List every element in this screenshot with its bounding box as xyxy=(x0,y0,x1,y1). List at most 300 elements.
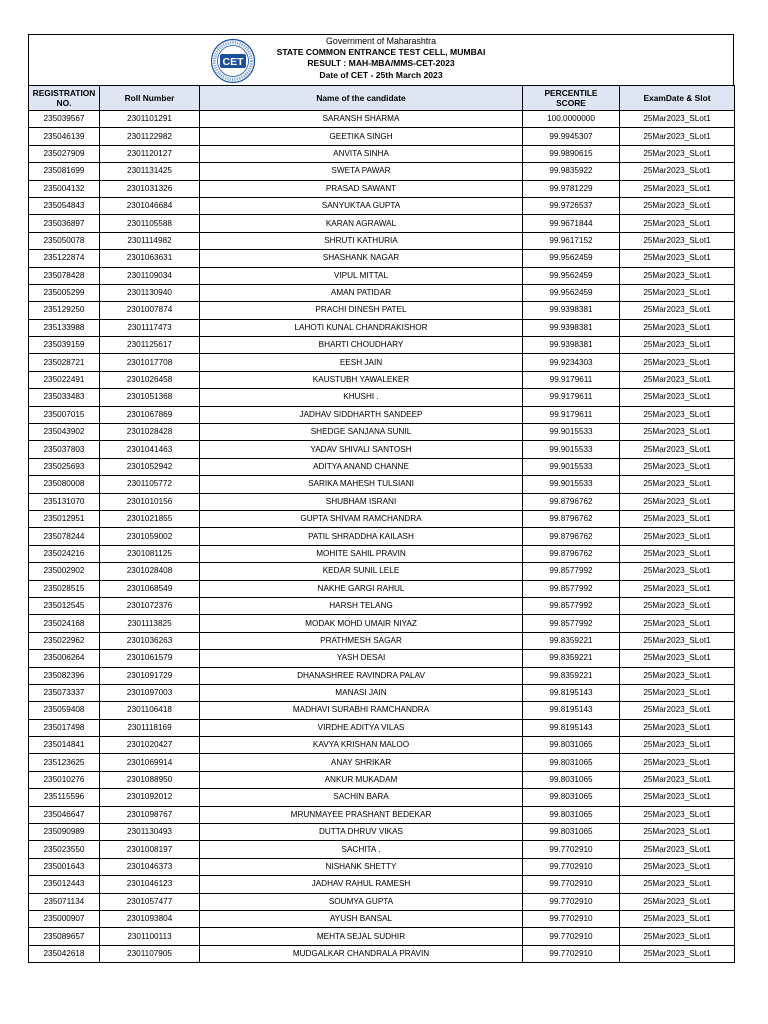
exam-slot-cell: 25Mar2023_SLot1 xyxy=(620,632,735,649)
roll-number-cell: 2301052942 xyxy=(100,458,200,475)
registration-no-cell: 235080008 xyxy=(29,476,100,493)
roll-number-cell: 2301131425 xyxy=(100,163,200,180)
candidate-name-cell: SARIKA MAHESH TULSIANI xyxy=(200,476,523,493)
table-row xyxy=(29,789,735,806)
roll-number-cell: 2301114982 xyxy=(100,232,200,249)
roll-number-cell: 2301046373 xyxy=(100,858,200,875)
percentile-score-cell: 99.8577992 xyxy=(523,597,620,614)
table-row xyxy=(29,632,735,649)
percentile-score-cell: 99.7702910 xyxy=(523,893,620,910)
percentile-score-cell: 99.9234303 xyxy=(523,354,620,371)
registration-no-cell: 235028721 xyxy=(29,354,100,371)
exam-slot-cell: 25Mar2023_SLot1 xyxy=(620,528,735,545)
exam-slot-cell: 25Mar2023_SLot1 xyxy=(620,302,735,319)
table-row xyxy=(29,858,735,875)
roll-number-cell: 2301130493 xyxy=(100,824,200,841)
exam-slot-cell: 25Mar2023_SLot1 xyxy=(620,684,735,701)
registration-no-cell: 235004132 xyxy=(29,180,100,197)
exam-slot-cell: 25Mar2023_SLot1 xyxy=(620,667,735,684)
table-row xyxy=(29,910,735,927)
table-row xyxy=(29,145,735,162)
exam-slot-cell: 25Mar2023_SLot1 xyxy=(620,215,735,232)
table-row xyxy=(29,667,735,684)
registration-no-cell: 235024216 xyxy=(29,545,100,562)
candidate-name-cell: SHASHANK NAGAR xyxy=(200,250,523,267)
table-row xyxy=(29,441,735,458)
table-row xyxy=(29,215,735,232)
roll-number-cell: 2301059002 xyxy=(100,528,200,545)
exam-slot-cell: 25Mar2023_SLot1 xyxy=(620,180,735,197)
percentile-score-cell: 99.9617152 xyxy=(523,232,620,249)
roll-number-cell: 2301008197 xyxy=(100,841,200,858)
roll-number-cell: 2301036263 xyxy=(100,632,200,649)
table-row xyxy=(29,250,735,267)
roll-number-cell: 2301063631 xyxy=(100,250,200,267)
column-header-registration: REGISTRATION NO. xyxy=(29,86,100,111)
roll-number-cell: 2301098767 xyxy=(100,806,200,823)
percentile-score-cell: 99.7702910 xyxy=(523,858,620,875)
candidate-name-cell: MRUNMAYEE PRASHANT BEDEKAR xyxy=(200,806,523,823)
roll-number-cell: 2301081125 xyxy=(100,545,200,562)
table-row xyxy=(29,424,735,441)
table-row xyxy=(29,771,735,788)
registration-no-cell: 235129250 xyxy=(29,302,100,319)
exam-slot-cell: 25Mar2023_SLot1 xyxy=(620,441,735,458)
candidate-name-cell: KAVYA KRISHAN MALOO xyxy=(200,737,523,754)
registration-no-cell: 235050078 xyxy=(29,232,100,249)
exam-slot-cell: 25Mar2023_SLot1 xyxy=(620,250,735,267)
table-row xyxy=(29,354,735,371)
roll-number-cell: 2301105772 xyxy=(100,476,200,493)
candidate-name-cell: PATIL SHRADDHA KAILASH xyxy=(200,528,523,545)
table-row xyxy=(29,284,735,301)
result-sheet xyxy=(28,34,734,963)
candidate-name-cell: PRASAD SAWANT xyxy=(200,180,523,197)
candidate-name-cell: PRATHMESH SAGAR xyxy=(200,632,523,649)
percentile-score-cell: 99.9398381 xyxy=(523,319,620,336)
candidate-name-cell: YASH DESAI xyxy=(200,650,523,667)
exam-slot-cell: 25Mar2023_SLot1 xyxy=(620,876,735,893)
table-row xyxy=(29,702,735,719)
table-row xyxy=(29,545,735,562)
roll-number-cell: 2301017708 xyxy=(100,354,200,371)
table-row xyxy=(29,319,735,336)
registration-no-cell: 235006264 xyxy=(29,650,100,667)
candidate-name-cell: SWETA PAWAR xyxy=(200,163,523,180)
candidate-name-cell: MOHITE SAHIL PRAVIN xyxy=(200,545,523,562)
roll-number-cell: 2301100113 xyxy=(100,928,200,945)
roll-number-cell: 2301088950 xyxy=(100,771,200,788)
roll-number-cell: 2301041463 xyxy=(100,441,200,458)
exam-slot-cell: 25Mar2023_SLot1 xyxy=(620,267,735,284)
table-row xyxy=(29,510,735,527)
table-row xyxy=(29,111,735,128)
registration-no-cell: 235022962 xyxy=(29,632,100,649)
exam-slot-cell: 25Mar2023_SLot1 xyxy=(620,841,735,858)
exam-slot-cell: 25Mar2023_SLot1 xyxy=(620,354,735,371)
table-row xyxy=(29,876,735,893)
svg-text:CET: CET xyxy=(222,56,244,69)
exam-slot-cell: 25Mar2023_SLot1 xyxy=(620,424,735,441)
percentile-score-cell: 99.7702910 xyxy=(523,841,620,858)
column-header-name: Name of the candidate xyxy=(200,86,523,111)
registration-no-cell: 235001643 xyxy=(29,858,100,875)
candidate-name-cell: SACHIN BARA xyxy=(200,789,523,806)
roll-number-cell: 2301031326 xyxy=(100,180,200,197)
percentile-score-cell: 99.7702910 xyxy=(523,928,620,945)
candidate-name-cell: ANVITA SINHA xyxy=(200,145,523,162)
table-row xyxy=(29,615,735,632)
percentile-score-cell: 99.8359221 xyxy=(523,632,620,649)
candidate-name-cell: AYUSH BANSAL xyxy=(200,910,523,927)
percentile-score-cell: 99.9726537 xyxy=(523,197,620,214)
roll-number-cell: 2301026458 xyxy=(100,371,200,388)
percentile-score-cell: 99.7702910 xyxy=(523,876,620,893)
percentile-score-cell: 99.8031065 xyxy=(523,771,620,788)
exam-slot-cell: 25Mar2023_SLot1 xyxy=(620,197,735,214)
exam-slot-cell: 25Mar2023_SLot1 xyxy=(620,319,735,336)
registration-no-cell: 235115596 xyxy=(29,789,100,806)
exam-slot-cell: 25Mar2023_SLot1 xyxy=(620,458,735,475)
registration-no-cell: 235123625 xyxy=(29,754,100,771)
registration-no-cell: 235000907 xyxy=(29,910,100,927)
percentile-score-cell: 99.9562459 xyxy=(523,250,620,267)
percentile-score-cell: 99.9945307 xyxy=(523,128,620,145)
exam-slot-cell: 25Mar2023_SLot1 xyxy=(620,928,735,945)
candidate-name-cell: PRACHI DINESH PATEL xyxy=(200,302,523,319)
candidate-name-cell: MODAK MOHD UMAIR NIYAZ xyxy=(200,615,523,632)
column-header-exam-slot: ExamDate & Slot xyxy=(620,86,735,111)
table-row xyxy=(29,371,735,388)
table-row xyxy=(29,650,735,667)
exam-slot-cell: 25Mar2023_SLot1 xyxy=(620,145,735,162)
table-row xyxy=(29,267,735,284)
exam-slot-cell: 25Mar2023_SLot1 xyxy=(620,406,735,423)
percentile-score-cell: 99.8577992 xyxy=(523,563,620,580)
exam-slot-cell: 25Mar2023_SLot1 xyxy=(620,858,735,875)
exam-slot-cell: 25Mar2023_SLot1 xyxy=(620,597,735,614)
percentile-score-cell: 99.8577992 xyxy=(523,615,620,632)
percentile-score-cell: 99.8359221 xyxy=(523,650,620,667)
registration-no-cell: 235039567 xyxy=(29,111,100,128)
header-text xyxy=(29,36,733,81)
registration-no-cell: 235043902 xyxy=(29,424,100,441)
percentile-score-cell: 99.9179611 xyxy=(523,371,620,388)
registration-no-cell: 235012545 xyxy=(29,597,100,614)
table-row xyxy=(29,806,735,823)
exam-slot-cell: 25Mar2023_SLot1 xyxy=(620,337,735,354)
exam-slot-cell: 25Mar2023_SLot1 xyxy=(620,128,735,145)
roll-number-cell: 2301105588 xyxy=(100,215,200,232)
roll-number-cell: 2301051368 xyxy=(100,389,200,406)
registration-no-cell: 235017498 xyxy=(29,719,100,736)
exam-slot-cell: 25Mar2023_SLot1 xyxy=(620,493,735,510)
percentile-score-cell: 99.8195143 xyxy=(523,684,620,701)
roll-number-cell: 2301007874 xyxy=(100,302,200,319)
document-header xyxy=(28,34,734,85)
header-line-date: Date of CET - 25th March 2023 xyxy=(319,69,443,80)
registration-no-cell: 235002902 xyxy=(29,563,100,580)
registration-no-cell: 235059408 xyxy=(29,702,100,719)
candidate-name-cell: KARAN AGRAWAL xyxy=(200,215,523,232)
candidate-name-cell: NAKHE GARGI RAHUL xyxy=(200,580,523,597)
roll-number-cell: 2301068549 xyxy=(100,580,200,597)
header-line-government: Government of Maharashtra xyxy=(325,36,436,46)
registration-no-cell: 235042618 xyxy=(29,945,100,962)
exam-slot-cell: 25Mar2023_SLot1 xyxy=(620,389,735,406)
roll-number-cell: 2301020427 xyxy=(100,737,200,754)
roll-number-cell: 2301069914 xyxy=(100,754,200,771)
exam-slot-cell: 25Mar2023_SLot1 xyxy=(620,580,735,597)
table-row xyxy=(29,406,735,423)
table-row xyxy=(29,302,735,319)
percentile-score-cell: 99.8031065 xyxy=(523,737,620,754)
column-header-percentile: PERCENTILE SCORE xyxy=(523,86,620,111)
exam-slot-cell: 25Mar2023_SLot1 xyxy=(620,650,735,667)
percentile-score-cell: 99.8796762 xyxy=(523,545,620,562)
exam-slot-cell: 25Mar2023_SLot1 xyxy=(620,284,735,301)
registration-no-cell: 235081699 xyxy=(29,163,100,180)
roll-number-cell: 2301010156 xyxy=(100,493,200,510)
table-row xyxy=(29,163,735,180)
exam-slot-cell: 25Mar2023_SLot1 xyxy=(620,806,735,823)
registration-no-cell: 235090989 xyxy=(29,824,100,841)
percentile-score-cell: 99.9179611 xyxy=(523,389,620,406)
candidate-name-cell: SHUBHAM ISRANI xyxy=(200,493,523,510)
candidate-name-cell: SHEDGE SANJANA SUNIL xyxy=(200,424,523,441)
percentile-score-cell: 99.8031065 xyxy=(523,754,620,771)
percentile-score-cell: 99.7702910 xyxy=(523,945,620,962)
roll-number-cell: 2301091729 xyxy=(100,667,200,684)
table-row xyxy=(29,197,735,214)
registration-no-cell: 235131070 xyxy=(29,493,100,510)
roll-number-cell: 2301046684 xyxy=(100,197,200,214)
roll-number-cell: 2301061579 xyxy=(100,650,200,667)
exam-slot-cell: 25Mar2023_SLot1 xyxy=(620,789,735,806)
percentile-score-cell: 99.8195143 xyxy=(523,702,620,719)
roll-number-cell: 2301122982 xyxy=(100,128,200,145)
registration-no-cell: 235012443 xyxy=(29,876,100,893)
roll-number-cell: 2301072376 xyxy=(100,597,200,614)
registration-no-cell: 235039159 xyxy=(29,337,100,354)
candidate-name-cell: JADHAV RAHUL RAMESH xyxy=(200,876,523,893)
candidate-name-cell: SHRUTI KATHURIA xyxy=(200,232,523,249)
roll-number-cell: 2301057477 xyxy=(100,893,200,910)
registration-no-cell: 235089657 xyxy=(29,928,100,945)
percentile-score-cell: 99.9890615 xyxy=(523,145,620,162)
exam-slot-cell: 25Mar2023_SLot1 xyxy=(620,476,735,493)
registration-no-cell: 235122874 xyxy=(29,250,100,267)
table-row xyxy=(29,580,735,597)
registration-no-cell: 235078428 xyxy=(29,267,100,284)
exam-slot-cell: 25Mar2023_SLot1 xyxy=(620,163,735,180)
table-row xyxy=(29,563,735,580)
exam-slot-cell: 25Mar2023_SLot1 xyxy=(620,945,735,962)
candidate-name-cell: LAHOTI KUNAL CHANDRAKISHOR xyxy=(200,319,523,336)
table-row xyxy=(29,180,735,197)
table-row xyxy=(29,754,735,771)
registration-no-cell: 235036897 xyxy=(29,215,100,232)
percentile-score-cell: 99.9562459 xyxy=(523,267,620,284)
percentile-score-cell: 99.8796762 xyxy=(523,528,620,545)
registration-no-cell: 235037803 xyxy=(29,441,100,458)
table-row xyxy=(29,737,735,754)
exam-slot-cell: 25Mar2023_SLot1 xyxy=(620,702,735,719)
registration-no-cell: 235073337 xyxy=(29,684,100,701)
table-header-row xyxy=(29,86,735,111)
table-row xyxy=(29,893,735,910)
candidate-name-cell: SANYUKTAA GUPTA xyxy=(200,197,523,214)
exam-slot-cell: 25Mar2023_SLot1 xyxy=(620,510,735,527)
registration-no-cell: 235014841 xyxy=(29,737,100,754)
registration-no-cell: 235033483 xyxy=(29,389,100,406)
column-header-roll: Roll Number xyxy=(100,86,200,111)
registration-no-cell: 235024168 xyxy=(29,615,100,632)
exam-slot-cell: 25Mar2023_SLot1 xyxy=(620,232,735,249)
candidate-name-cell: NISHANK SHETTY xyxy=(200,858,523,875)
percentile-score-cell: 100.0000000 xyxy=(523,111,620,128)
table-row xyxy=(29,493,735,510)
roll-number-cell: 2301107905 xyxy=(100,945,200,962)
candidate-name-cell: SOUMYA GUPTA xyxy=(200,893,523,910)
roll-number-cell: 2301106418 xyxy=(100,702,200,719)
candidate-name-cell: DUTTA DHRUV VIKAS xyxy=(200,824,523,841)
registration-no-cell: 235028515 xyxy=(29,580,100,597)
registration-no-cell: 235027909 xyxy=(29,145,100,162)
percentile-score-cell: 99.8031065 xyxy=(523,824,620,841)
table-row xyxy=(29,458,735,475)
table-row xyxy=(29,528,735,545)
roll-number-cell: 2301101291 xyxy=(100,111,200,128)
percentile-score-cell: 99.8796762 xyxy=(523,493,620,510)
roll-number-cell: 2301130940 xyxy=(100,284,200,301)
candidate-name-cell: DHANASHREE RAVINDRA PALAV xyxy=(200,667,523,684)
registration-no-cell: 235007015 xyxy=(29,406,100,423)
roll-number-cell: 2301028428 xyxy=(100,424,200,441)
candidate-name-cell: MADHAVI SURABHI RAMCHANDRA xyxy=(200,702,523,719)
candidate-name-cell: VIPUL MITTAL xyxy=(200,267,523,284)
candidate-name-cell: ANAY SHRIKAR xyxy=(200,754,523,771)
table-body xyxy=(29,111,735,963)
candidate-name-cell: HARSH TELANG xyxy=(200,597,523,614)
percentile-score-cell: 99.9015533 xyxy=(523,458,620,475)
candidate-name-cell: MEHTA SEJAL SUDHIR xyxy=(200,928,523,945)
roll-number-cell: 2301109034 xyxy=(100,267,200,284)
percentile-score-cell: 99.9835922 xyxy=(523,163,620,180)
percentile-score-cell: 99.9398381 xyxy=(523,302,620,319)
exam-slot-cell: 25Mar2023_SLot1 xyxy=(620,615,735,632)
candidate-name-cell: SARANSH SHARMA xyxy=(200,111,523,128)
registration-no-cell: 235046139 xyxy=(29,128,100,145)
table-row xyxy=(29,945,735,962)
roll-number-cell: 2301113825 xyxy=(100,615,200,632)
candidate-name-cell: GUPTA SHIVAM RAMCHANDRA xyxy=(200,510,523,527)
exam-slot-cell: 25Mar2023_SLot1 xyxy=(620,754,735,771)
roll-number-cell: 2301028408 xyxy=(100,563,200,580)
percentile-score-cell: 99.9179611 xyxy=(523,406,620,423)
candidate-name-cell: MUDGALKAR CHANDRALA PRAVIN xyxy=(200,945,523,962)
percentile-score-cell: 99.8031065 xyxy=(523,806,620,823)
percentile-score-cell: 99.8195143 xyxy=(523,719,620,736)
table-row xyxy=(29,841,735,858)
table-row xyxy=(29,337,735,354)
exam-slot-cell: 25Mar2023_SLot1 xyxy=(620,771,735,788)
percentile-score-cell: 99.7702910 xyxy=(523,910,620,927)
percentile-score-cell: 99.9015533 xyxy=(523,424,620,441)
exam-slot-cell: 25Mar2023_SLot1 xyxy=(620,910,735,927)
table-row xyxy=(29,232,735,249)
candidate-name-cell: KAUSTUBH YAWALEKER xyxy=(200,371,523,388)
candidate-name-cell: YADAV SHIVALI SANTOSH xyxy=(200,441,523,458)
candidate-name-cell: ANKUR MUKADAM xyxy=(200,771,523,788)
percentile-score-cell: 99.8359221 xyxy=(523,667,620,684)
candidate-name-cell: AMAN PATIDAR xyxy=(200,284,523,301)
percentile-score-cell: 99.9015533 xyxy=(523,441,620,458)
roll-number-cell: 2301097003 xyxy=(100,684,200,701)
roll-number-cell: 2301021855 xyxy=(100,510,200,527)
header-line-result: RESULT : MAH-MBA/MMS-CET-2023 xyxy=(307,58,455,69)
results-table xyxy=(28,85,735,963)
percentile-score-cell: 99.9015533 xyxy=(523,476,620,493)
exam-slot-cell: 25Mar2023_SLot1 xyxy=(620,893,735,910)
percentile-score-cell: 99.8577992 xyxy=(523,580,620,597)
roll-number-cell: 2301046123 xyxy=(100,876,200,893)
percentile-score-cell: 99.9671844 xyxy=(523,215,620,232)
roll-number-cell: 2301118169 xyxy=(100,719,200,736)
table-row xyxy=(29,719,735,736)
header-line-cell: STATE COMMON ENTRANCE TEST CELL, MUMBAI xyxy=(276,47,486,58)
roll-number-cell: 2301093804 xyxy=(100,910,200,927)
percentile-score-cell: 99.9398381 xyxy=(523,337,620,354)
percentile-score-cell: 99.8796762 xyxy=(523,510,620,527)
registration-no-cell: 235010276 xyxy=(29,771,100,788)
exam-slot-cell: 25Mar2023_SLot1 xyxy=(620,111,735,128)
candidate-name-cell: VIRDHE ADITYA VILAS xyxy=(200,719,523,736)
percentile-score-cell: 99.8031065 xyxy=(523,789,620,806)
registration-no-cell: 235025693 xyxy=(29,458,100,475)
candidate-name-cell: ADITYA ANAND CHANNE xyxy=(200,458,523,475)
roll-number-cell: 2301092012 xyxy=(100,789,200,806)
table-row xyxy=(29,128,735,145)
table-row xyxy=(29,476,735,493)
exam-slot-cell: 25Mar2023_SLot1 xyxy=(620,824,735,841)
table-row xyxy=(29,684,735,701)
roll-number-cell: 2301117473 xyxy=(100,319,200,336)
exam-slot-cell: 25Mar2023_SLot1 xyxy=(620,563,735,580)
registration-no-cell: 235022491 xyxy=(29,371,100,388)
registration-no-cell: 235082396 xyxy=(29,667,100,684)
candidate-name-cell: EESH JAIN xyxy=(200,354,523,371)
table-row xyxy=(29,389,735,406)
registration-no-cell: 235071134 xyxy=(29,893,100,910)
candidate-name-cell: JADHAV SIDDHARTH SANDEEP xyxy=(200,406,523,423)
registration-no-cell: 235046647 xyxy=(29,806,100,823)
table-row xyxy=(29,824,735,841)
registration-no-cell: 235054843 xyxy=(29,197,100,214)
percentile-score-cell: 99.9562459 xyxy=(523,284,620,301)
registration-no-cell: 235012951 xyxy=(29,510,100,527)
registration-no-cell: 235133988 xyxy=(29,319,100,336)
registration-no-cell: 235023550 xyxy=(29,841,100,858)
table-row xyxy=(29,928,735,945)
candidate-name-cell: KHUSHI . xyxy=(200,389,523,406)
registration-no-cell: 235078244 xyxy=(29,528,100,545)
exam-slot-cell: 25Mar2023_SLot1 xyxy=(620,545,735,562)
table-row xyxy=(29,597,735,614)
exam-slot-cell: 25Mar2023_SLot1 xyxy=(620,737,735,754)
candidate-name-cell: KEDAR SUNIL LELE xyxy=(200,563,523,580)
percentile-score-cell: 99.9781229 xyxy=(523,180,620,197)
